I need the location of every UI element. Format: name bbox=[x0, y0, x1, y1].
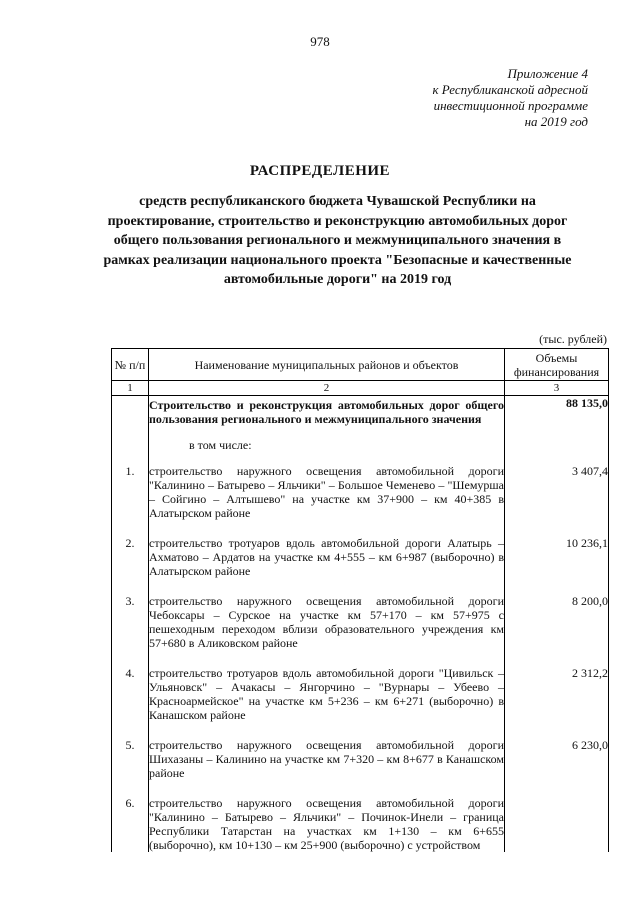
row-spacer bbox=[112, 780, 609, 796]
row-name: строительство наружного освещения автомобильной дороги Шихазаны – Калинино на участке км 7+320 – км 8+677 в Канашском районе bbox=[149, 738, 504, 780]
row-value: 6 230,0 bbox=[505, 738, 609, 780]
table-row bbox=[112, 796, 609, 852]
section-value: 88 135,0 bbox=[505, 396, 609, 429]
document-subtitle: средств республиканского бюджета Чувашской Республики на проектирование, строительство и реконструкцию автомобильных дорог общего пользования регионального и межмуниципального значения в рамках реализации национального проекта "Безопасные и качественные автомобильные дороги" на 2019 год bbox=[103, 194, 572, 288]
table-row bbox=[112, 536, 609, 578]
appendix-line: инвестиционной программе bbox=[433, 98, 588, 113]
row-spacer bbox=[112, 520, 609, 536]
row-name: строительство наружного освещения автомобильной дороги "Калинино – Батырево – Яльчики" – Большое Чеменево – "Шемурша – Сойгино – Алтышево" на участке км 37+900 – км 40+385 в Алатырском районе bbox=[149, 464, 504, 520]
row-num: 4. bbox=[112, 666, 149, 722]
table-index-row bbox=[112, 381, 609, 396]
financing-table bbox=[111, 348, 609, 852]
row-name: строительство наружного освещения автомобильной дороги Чебоксары – Сурское на участке км 57+170 – км 57+975 с пешеходным переходом вблизи образовательного учреждения км 57+680 в Аликовском районе bbox=[149, 594, 504, 650]
index-cell: 3 bbox=[505, 381, 609, 396]
header-name: Наименование муниципальных районов и объектов bbox=[149, 349, 505, 381]
row-spacer bbox=[112, 578, 609, 594]
index-cell: 1 bbox=[112, 381, 149, 396]
table-header-row bbox=[112, 349, 609, 381]
row-spacer bbox=[112, 650, 609, 666]
row-value: 8 200,0 bbox=[505, 594, 609, 650]
section-row bbox=[112, 396, 609, 429]
row-num: 5. bbox=[112, 738, 149, 780]
appendix-note bbox=[388, 66, 588, 130]
document-title: РАСПРЕДЕЛЕНИЕ bbox=[249, 163, 391, 179]
row-value bbox=[505, 796, 609, 852]
including-row bbox=[112, 428, 609, 464]
unit-label: (тыс. рублей) bbox=[539, 332, 607, 346]
row-value: 2 312,2 bbox=[505, 666, 609, 722]
appendix-line: к Республиканской адресной bbox=[432, 82, 588, 97]
page-number: 978 bbox=[310, 34, 330, 49]
table-row bbox=[112, 666, 609, 722]
row-value: 3 407,4 bbox=[505, 464, 609, 520]
appendix-line: на 2019 год bbox=[524, 114, 588, 129]
appendix-line: Приложение 4 bbox=[507, 66, 588, 81]
table-row bbox=[112, 594, 609, 650]
header-volume: Объемы финансирования bbox=[505, 349, 609, 381]
row-num: 6. bbox=[112, 796, 149, 852]
including-label: в том числе: bbox=[149, 428, 505, 464]
row-name: строительство тротуаров вдоль автомобильной дороги "Цивильск – Ульяновск" – Ачакасы – Янгорчино – "Вурнары – Убеево – Красноармейское" на участке км 5+236 – км 6+271 (выборочно) в Канашском районе bbox=[149, 666, 504, 722]
row-spacer bbox=[112, 722, 609, 738]
table-row bbox=[112, 464, 609, 520]
row-num: 2. bbox=[112, 536, 149, 578]
index-cell: 2 bbox=[149, 381, 505, 396]
row-value: 10 236,1 bbox=[505, 536, 609, 578]
row-name: строительство наружного освещения автомобильной дороги "Калинино – Батырево – Яльчики" – Починок-Инели – граница Республики Татарстан на участках км 1+130 – км 6+655 (выборочно), км 10+130 – км 25+900 (выборочно) с устройством bbox=[149, 796, 504, 852]
section-name: Строительство и реконструкция автомобильных дорог общего пользования регионального и межмуниципального значения bbox=[149, 396, 505, 429]
row-num bbox=[112, 396, 149, 429]
row-num: 1. bbox=[112, 464, 149, 520]
row-num: 3. bbox=[112, 594, 149, 650]
table-row bbox=[112, 738, 609, 780]
row-name: строительство тротуаров вдоль автомобильной дороги Алатырь – Ахматово – Ардатов на участке км 4+555 – км 6+987 (выборочно) в Алатырском районе bbox=[149, 536, 504, 578]
header-num: № п/п bbox=[112, 349, 149, 381]
